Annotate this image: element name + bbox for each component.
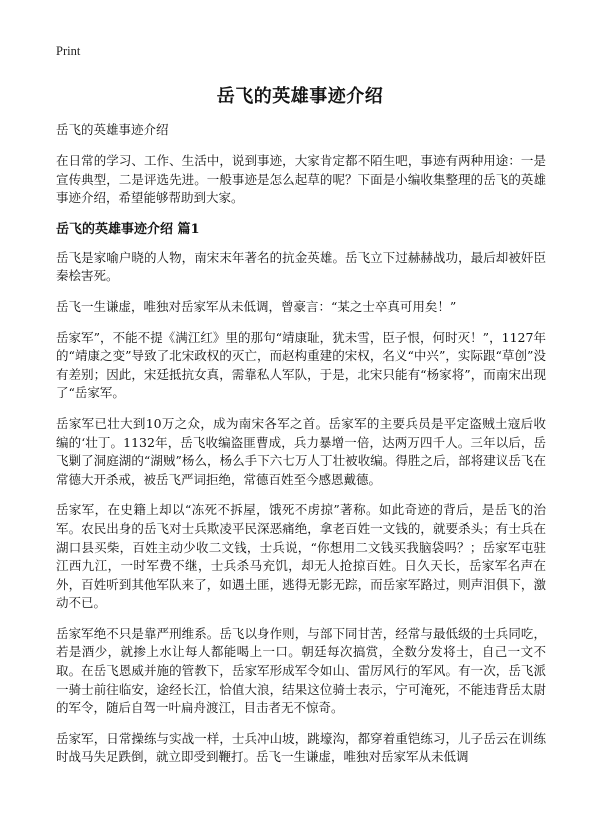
print-link[interactable]: Print xyxy=(56,44,81,58)
body-paragraph: 岳家军”，不能不提《满江红》里的那句“靖康耻，犹未雪，臣子恨，何时灭！”，1127年的“靖康之变”导致了北宋政权的灭亡，而赵构重建的宋权，名义“中兴”，实际跟“草创”没有差别；因此，宋廷抵抗女真，需靠私人军队，于是，北宋只能有“杨家将”，而南宋出现了“岳家军。 xyxy=(56,329,546,401)
body-paragraph: 岳飞是家喻户晓的人物，南宋末年著名的抗金英雄。岳飞立下过赫赫战功，最后却被奸臣秦桧害死。 xyxy=(56,249,546,284)
body-paragraph: 岳家军绝不只是靠严刑维系。岳飞以身作则，与部下同甘苦，经常与最低级的士兵同吃，若是酒少，就掺上水让每人都能喝上一口。朝廷每次搞赏，全数分发将士，自己一文不取。在岳飞恩威并施的管教下，岳家军形成军令如山、雷厉风行的军风。有一次，岳飞派一骑士前往临安，途经长江，恰值大浪，结果这位骑士表示，宁可淹死，不能违背岳太尉的军令，随后自驾一叶扁舟渡江，目击者无不惊奇。 xyxy=(56,625,546,716)
document-title: 岳飞的英雄事迹介绍 xyxy=(216,86,384,107)
body-paragraph: 岳家军，在史籍上却以“冻死不拆屋，饿死不虏掠”著称。如此奇迹的背后，是岳飞的治军。农民出身的岳飞对士兵欺凌平民深恶痛绝，拿老百姓一文钱的，就要杀头；有士兵在湖口县买柴，百姓主动少收二文钱，士兵说，“你想用二文钱买我脑袋吗？；岳家军屯驻江西九江，一时军费不继，士兵杀马充饥，却无人抢掠百姓。日久天长，岳家军名声在外，百姓听到其他军队来了，如遇土匪，逃得无影无踪，而岳家军路过，则声泪俱下，激动不已。 xyxy=(56,502,546,611)
article-subtitle: 岳飞的英雄事迹介绍 xyxy=(56,122,169,137)
body-paragraph: 岳家军，日常操练与实战一样，士兵冲山坡，跳壕沟，都穿着重铠练习，儿子岳云在训练时战马失足跌倒，就立即受到鞭打。岳飞一生谦虚，唯独对岳家军从未低调 xyxy=(56,730,546,765)
body-paragraph: 岳飞一生谦虚，唯独对岳家军从未低调，曾豪言：“某之士卒真可用矣！” xyxy=(56,298,457,314)
section-heading: 岳飞的英雄事迹介绍 篇1 xyxy=(56,221,200,237)
article-body xyxy=(56,120,546,779)
body-paragraph: 岳家军已壮大到10万之众，成为南宋各军之首。岳家军的主要兵员是平定盗贼土寇后收编的‘壮丁。1132年，岳飞收编盗匪曹成，兵力暴增一倍，达两万四千人。三年以后，岳飞剿了洞庭湖的“湖贼”杨么，杨么手下六七万人丁壮被收编。得胜之后，部将建议岳飞在常德大开杀戒，被岳飞严词拒绝，常德百姓至今感恩戴德。 xyxy=(56,415,546,487)
intro-paragraph: 在日常的学习、工作、生活中，说到事迹，大家肯定都不陌生吧，事迹有两种用途：一是宣传典型，二是评选先进。一般事迹是怎么起草的呢？下面是小编收集整理的岳飞的英雄事迹介绍，希望能够帮助到大家。 xyxy=(56,153,546,206)
